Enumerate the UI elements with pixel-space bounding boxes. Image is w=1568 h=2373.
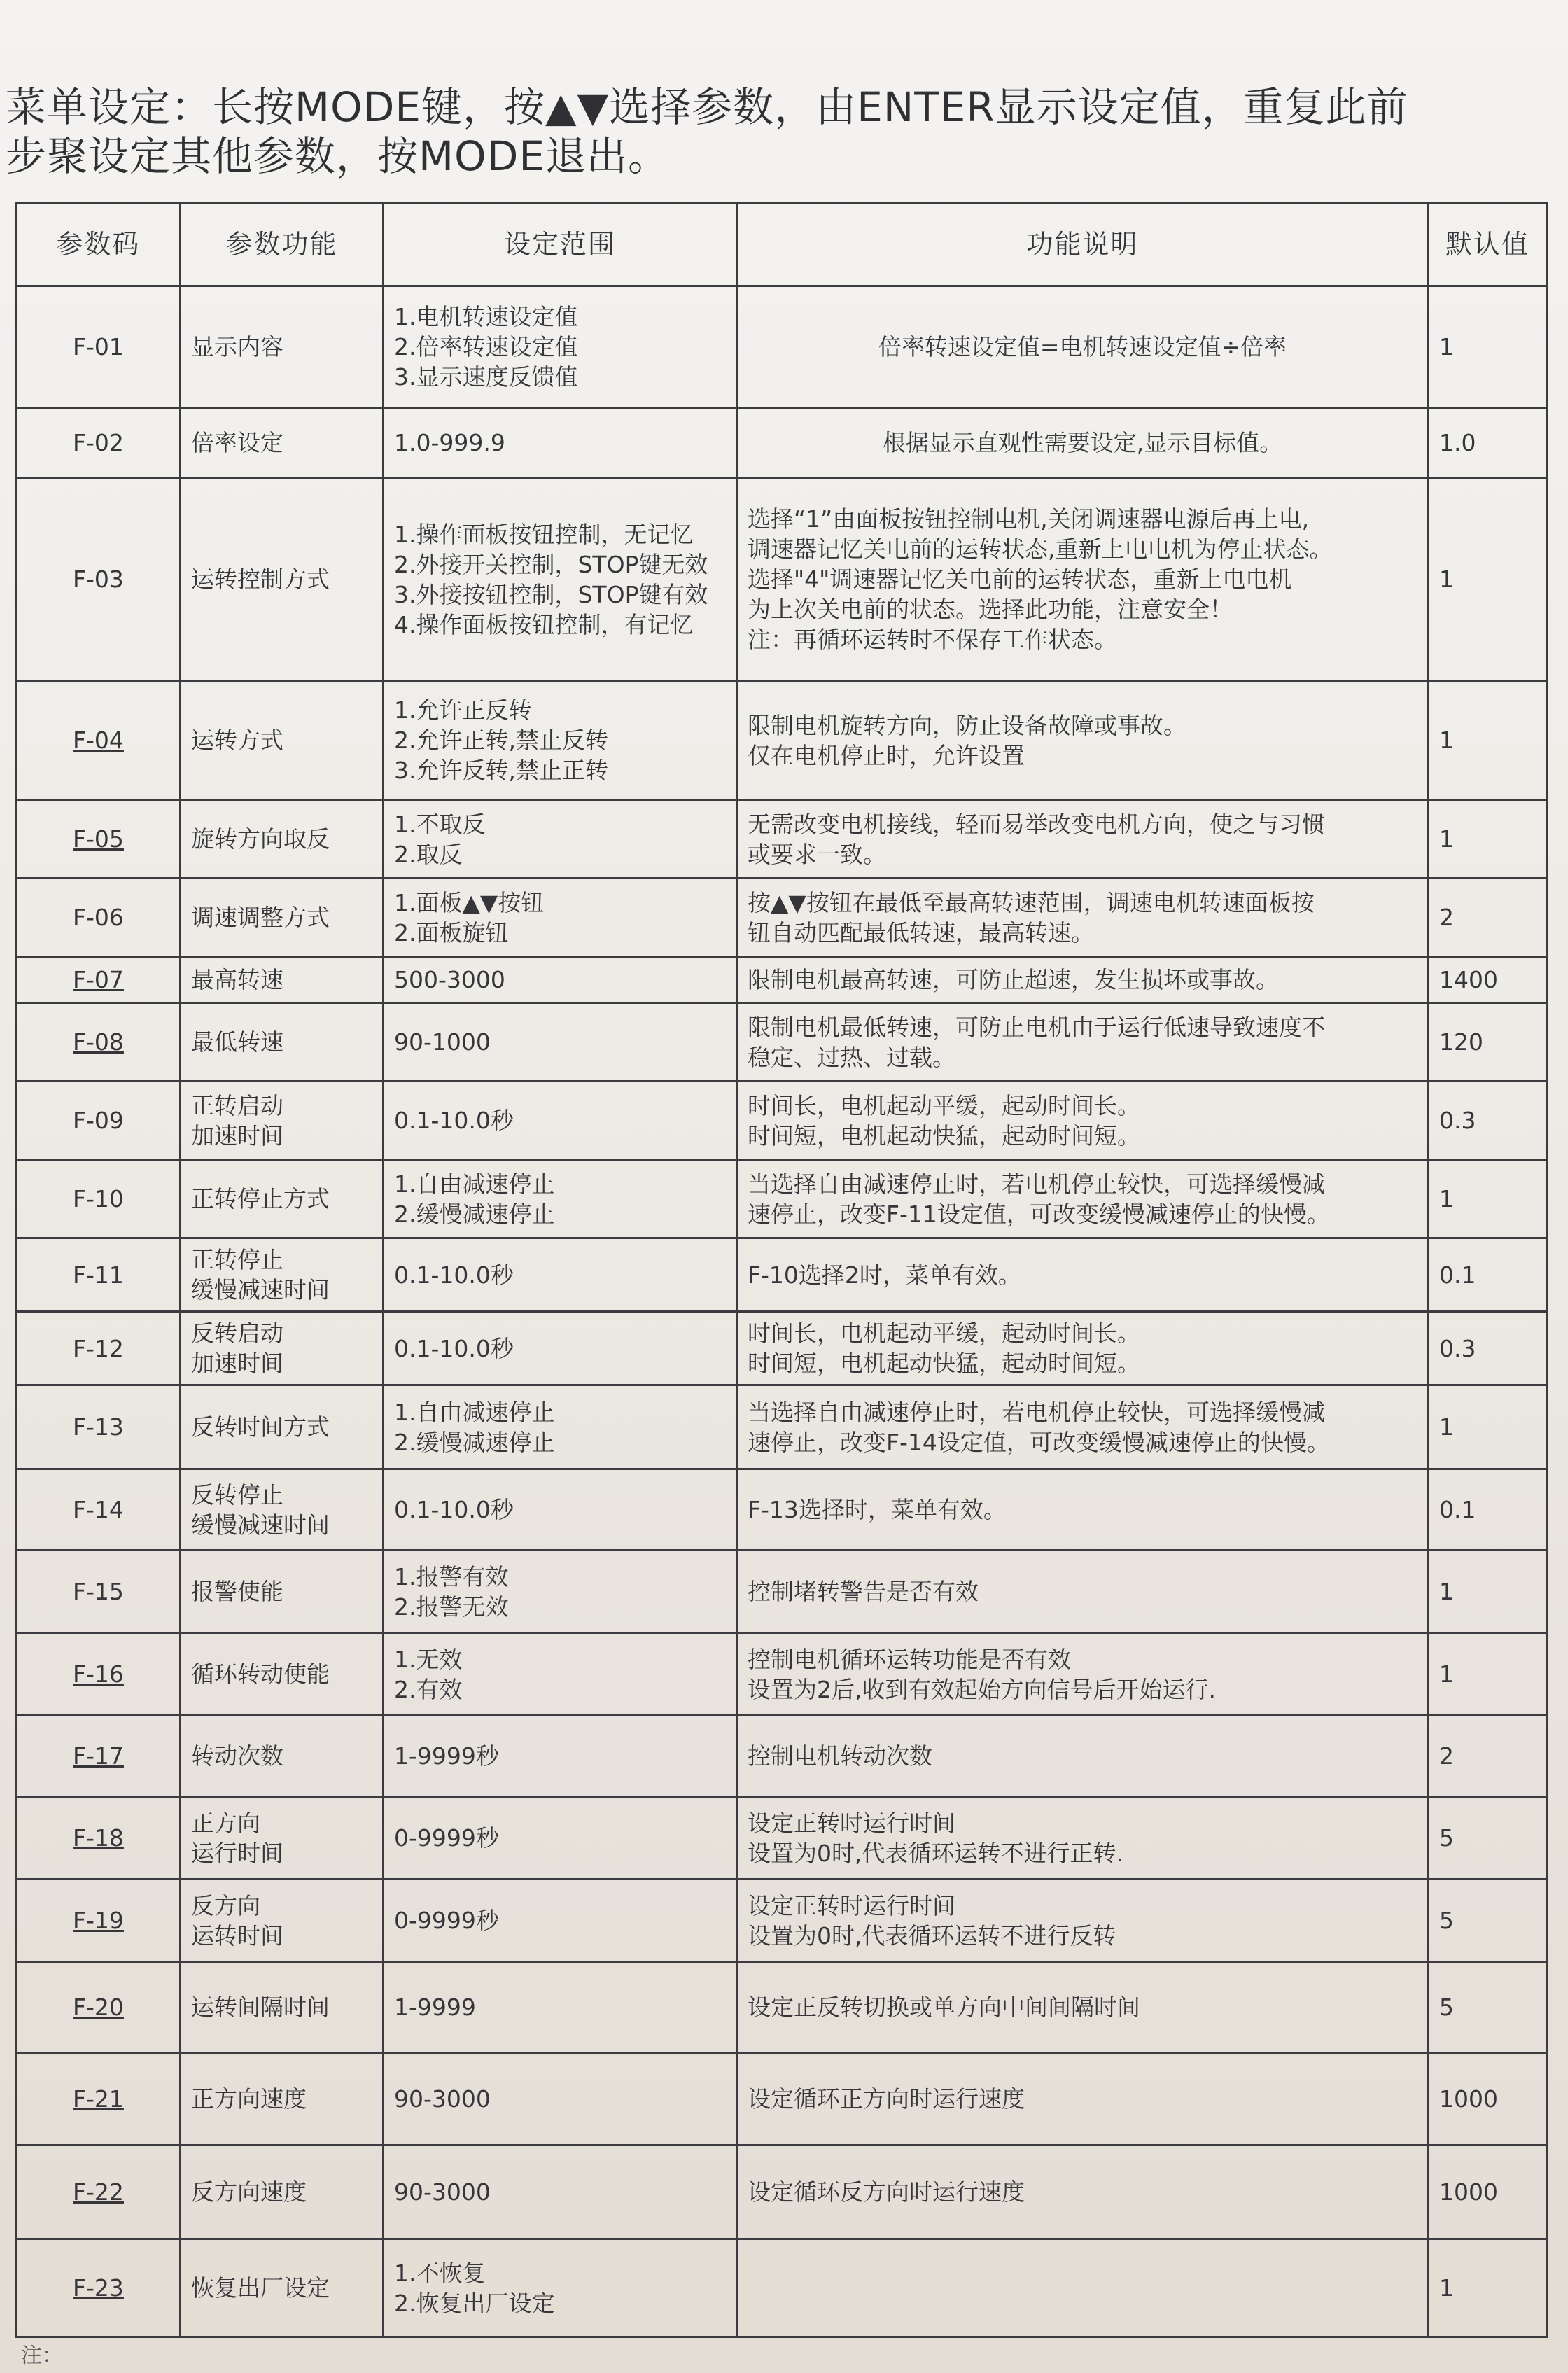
param-default: 1000 [1429,2146,1547,2239]
param-code [17,2053,181,2146]
param-code [17,1716,181,1797]
table-row [17,286,1547,408]
param-range: 1.不取反 2.取反 [384,800,737,878]
param-default: 1 [1429,2239,1547,2337]
param-default: 5 [1429,1879,1547,1962]
param-default: 2 [1429,878,1547,957]
param-function: 转动次数 [181,1716,384,1797]
param-code [17,878,181,957]
param-code [17,1879,181,1962]
table-row [17,1312,1547,1385]
param-code-text: F-08 [73,1028,124,1056]
param-range: 90-1000 [384,1003,737,1082]
table-row [17,957,1547,1003]
param-description: 设定正反转切换或单方向中间间隔时间 [737,1962,1429,2053]
param-code [17,408,181,478]
param-default: 0.1 [1429,1238,1547,1312]
param-description: F-10选择2时，菜单有效。 [737,1238,1429,1312]
param-code [17,1082,181,1160]
param-function: 运转控制方式 [181,478,384,681]
param-function: 反转停止 缓慢减速时间 [181,1469,384,1550]
param-code [17,2239,181,2337]
param-function: 反转启动 加速时间 [181,1312,384,1385]
table-row [17,478,1547,681]
param-function: 最低转速 [181,1003,384,1082]
param-function: 反方向速度 [181,2146,384,2239]
param-code-text: F-14 [73,1496,124,1523]
param-function: 运转方式 [181,681,384,800]
param-function: 正转启动 加速时间 [181,1082,384,1160]
param-code [17,1238,181,1312]
parameter-table [15,202,1548,2338]
param-function: 反方向 运转时间 [181,1879,384,1962]
param-function: 正转停止 缓慢减速时间 [181,1238,384,1312]
param-range: 0.1-10.0秒 [384,1312,737,1385]
param-function: 调速调整方式 [181,878,384,957]
param-description: 控制电机转动次数 [737,1716,1429,1797]
table-row [17,1082,1547,1160]
param-range: 1.面板▲▼按钮 2.面板旋钮 [384,878,737,957]
param-code-text: F-16 [73,1660,124,1688]
param-range: 500-3000 [384,957,737,1003]
param-function: 正方向 运行时间 [181,1797,384,1879]
param-code-text: F-20 [73,1994,124,2021]
param-code [17,681,181,800]
param-default: 1 [1429,800,1547,878]
param-code [17,1385,181,1469]
param-code [17,2146,181,2239]
menu-instructions-line-1: 菜单设定：长按MODE键，按▲▼选择参数，由ENTER显示设定值，重复此前 [6,83,1408,131]
param-function: 显示内容 [181,286,384,408]
param-description: 倍率转速设定值=电机转速设定值÷倍率 [737,286,1429,408]
param-code-text: F-19 [73,1907,124,1934]
table-row [17,1797,1547,1879]
param-code-text: F-05 [73,825,124,853]
param-range: 1.允许正反转 2.允许正转,禁止反转 3.允许反转,禁止正转 [384,681,737,800]
table-row [17,1385,1547,1469]
param-function: 循环转动使能 [181,1633,384,1716]
table-row [17,1160,1547,1238]
param-code [17,957,181,1003]
param-description: 时间长，电机起动平缓，起动时间长。 时间短，电机起动快猛，起动时间短。 [737,1312,1429,1385]
param-code [17,800,181,878]
param-default: 1.0 [1429,408,1547,478]
param-code-text: F-10 [73,1185,124,1212]
table-row [17,1469,1547,1550]
table-row [17,878,1547,957]
table-row [17,1633,1547,1716]
param-function: 恢复出厂设定 [181,2239,384,2337]
param-default: 1000 [1429,2053,1547,2146]
param-code-text: F-06 [73,904,124,931]
param-description: 时间长，电机起动平缓，起动时间长。 时间短，电机起动快猛，起动时间短。 [737,1082,1429,1160]
param-description: 当选择自由减速停止时，若电机停止较快，可选择缓慢减 速停止，改变F-11设定值，可改变缓慢减速停止的快慢。 [737,1160,1429,1238]
param-function: 运转间隔时间 [181,1962,384,2053]
param-range: 90-3000 [384,2146,737,2239]
param-range: 0.1-10.0秒 [384,1238,737,1312]
param-range: 0.1-10.0秒 [384,1469,737,1550]
param-description: F-13选择时，菜单有效。 [737,1469,1429,1550]
param-description: 设定循环正方向时运行速度 [737,2053,1429,2146]
param-default: 0.3 [1429,1082,1547,1160]
param-default: 1 [1429,286,1547,408]
param-function: 旋转方向取反 [181,800,384,878]
param-range: 1.无效 2.有效 [384,1633,737,1716]
param-description: 无需改变电机接线，轻而易举改变电机方向，使之与习惯 或要求一致。 [737,800,1429,878]
param-code [17,1160,181,1238]
param-description [737,2239,1429,2337]
param-default: 1 [1429,478,1547,681]
param-description: 设定循环反方向时运行速度 [737,2146,1429,2239]
param-range: 1-9999 [384,1962,737,2053]
column-header-default: 默认值 [1429,203,1547,286]
param-code-text: F-07 [73,966,124,993]
param-default: 1 [1429,1160,1547,1238]
param-range: 1.操作面板按钮控制，无记忆 2.外接开关控制，STOP键无效 3.外接按钮控制，STOP键有效 4.操作面板按钮控制，有记忆 [384,478,737,681]
param-function: 最高转速 [181,957,384,1003]
param-description: 设定正转时运行时间 设置为0时,代表循环运转不进行反转 [737,1879,1429,1962]
param-default: 5 [1429,1962,1547,2053]
param-default: 1400 [1429,957,1547,1003]
param-code-text: F-03 [73,566,124,593]
param-code-text: F-21 [73,2085,124,2113]
param-code-text: F-09 [73,1107,124,1134]
param-code-text: F-22 [73,2178,124,2206]
param-code-text: F-23 [73,2274,124,2302]
param-range: 1.自由减速停止 2.缓慢减速停止 [384,1385,737,1469]
param-range: 1.电机转速设定值 2.倍率转速设定值 3.显示速度反馈值 [384,286,737,408]
param-description: 限制电机最高转速，可防止超速，发生损坏或事故。 [737,957,1429,1003]
param-default: 1 [1429,681,1547,800]
param-code-text: F-01 [73,333,124,360]
param-function: 报警使能 [181,1550,384,1633]
param-description: 按▲▼按钮在最低至最高转速范围，调速电机转速面板按 钮自动匹配最低转速，最高转速。 [737,878,1429,957]
param-description: 控制堵转警告是否有效 [737,1550,1429,1633]
param-range: 1.0-999.9 [384,408,737,478]
param-default: 1 [1429,1550,1547,1633]
param-code [17,1312,181,1385]
param-range: 0-9999秒 [384,1797,737,1879]
param-function: 正转停止方式 [181,1160,384,1238]
param-code-text: F-11 [73,1261,124,1289]
param-description: 根据显示直观性需要设定,显示目标值。 [737,408,1429,478]
param-code [17,1962,181,2053]
menu-instructions-line-2: 步聚设定其他参数，按MODE退出。 [6,132,670,180]
param-default: 1 [1429,1633,1547,1716]
table-row [17,1879,1547,1962]
param-range: 1.自由减速停止 2.缓慢减速停止 [384,1160,737,1238]
param-code-text: F-12 [73,1334,124,1362]
param-function: 反转时间方式 [181,1385,384,1469]
param-default: 0.3 [1429,1312,1547,1385]
param-range: 1-9999秒 [384,1716,737,1797]
param-default: 0.1 [1429,1469,1547,1550]
table-row [17,681,1547,800]
param-range: 1.不恢复 2.恢复出厂设定 [384,2239,737,2337]
param-function: 正方向速度 [181,2053,384,2146]
table-header-row [17,203,1547,286]
param-code [17,1550,181,1633]
param-range: 0-9999秒 [384,1879,737,1962]
column-header-code: 参数码 [17,203,181,286]
table-row [17,1716,1547,1797]
param-default: 5 [1429,1797,1547,1879]
param-description: 设定正转时运行时间 设置为0时,代表循环运转不进行正转. [737,1797,1429,1879]
param-range: 1.报警有效 2.报警无效 [384,1550,737,1633]
param-default: 2 [1429,1716,1547,1797]
param-description: 选择“1”由面板按钮控制电机,关闭调速器电源后再上电, 调速器记忆关电前的运转状态,重新上电电机为停止状态。 选择"4"调速器记忆关电前的运转状态，重新上电电机 为上次关电前的状态。选择此功能，注意安全！ 注：再循环运转时不保存工作状态。 [737,478,1429,681]
param-description: 当选择自由减速停止时，若电机停止较快，可选择缓慢减 速停止，改变F-14设定值，可改变缓慢减速停止的快慢。 [737,1385,1429,1469]
param-code [17,286,181,408]
param-function: 倍率设定 [181,408,384,478]
param-code-text: F-04 [73,727,124,754]
table-row [17,2053,1547,2146]
param-code [17,1633,181,1716]
table-row [17,1003,1547,1082]
table-row [17,1550,1547,1633]
table-row [17,1238,1547,1312]
param-description: 控制电机循环运转功能是否有效 设置为2后,收到有效起始方向信号后开始运行. [737,1633,1429,1716]
param-code-text: F-15 [73,1578,124,1605]
param-code [17,1003,181,1082]
column-header-description: 功能说明 [737,203,1429,286]
param-code-text: F-13 [73,1413,124,1441]
table-row [17,1962,1547,2053]
param-code-text: F-18 [73,1824,124,1851]
table-row [17,800,1547,878]
param-code-text: F-17 [73,1742,124,1770]
column-header-function: 参数功能 [181,203,384,286]
param-description: 限制电机最低转速，可防止电机由于运行低速导致速度不 稳定、过热、过载。 [737,1003,1429,1082]
param-default: 120 [1429,1003,1547,1082]
param-description: 限制电机旋转方向，防止设备故障或事故。 仅在电机停止时，允许设置 [737,681,1429,800]
table-body [17,286,1547,2337]
param-range: 90-3000 [384,2053,737,2146]
table-row [17,2239,1547,2337]
param-code [17,1797,181,1879]
param-range: 0.1-10.0秒 [384,1082,737,1160]
param-code [17,478,181,681]
column-header-range: 设定范围 [384,203,737,286]
table-row [17,2146,1547,2239]
footnote: 注： [21,2344,63,2368]
table-row [17,408,1547,478]
param-code-text: F-02 [73,429,124,456]
param-code [17,1469,181,1550]
param-default: 1 [1429,1385,1547,1469]
